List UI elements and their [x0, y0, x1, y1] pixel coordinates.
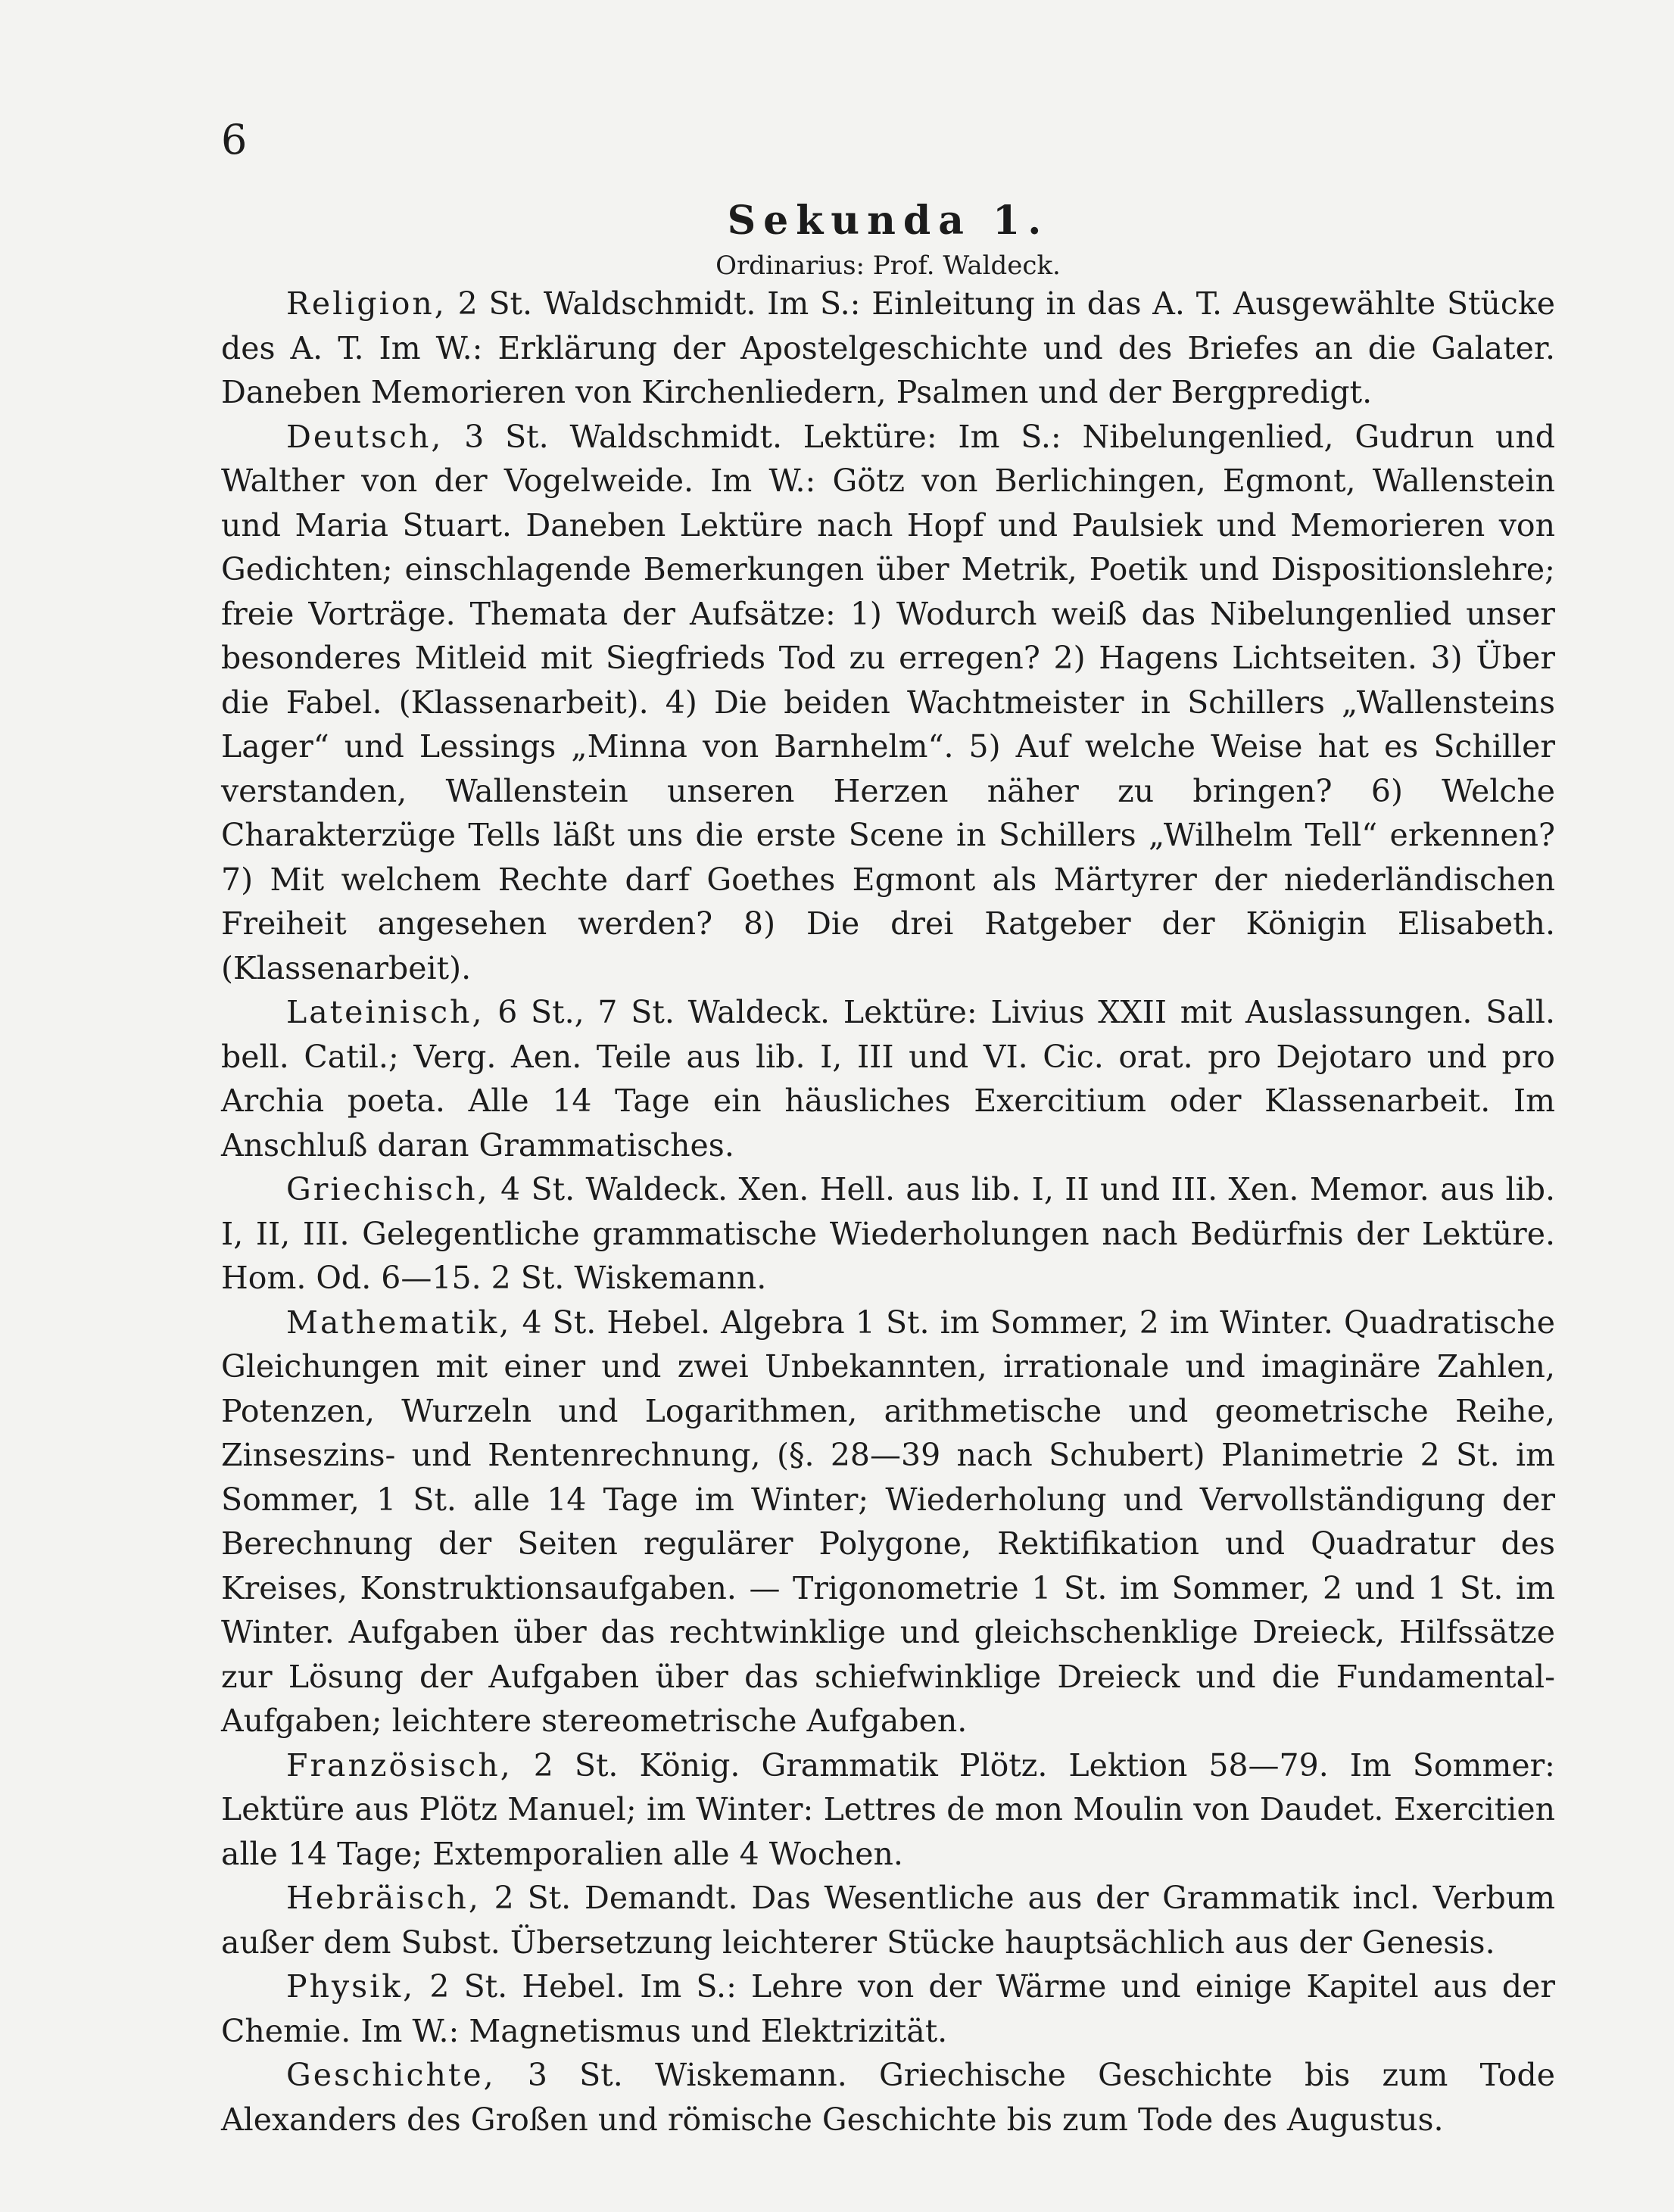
- subject-heading: Mathematik,: [286, 1304, 512, 1341]
- subject-heading: Hebräisch,: [286, 1880, 481, 1916]
- paragraph-hebraeisch: [221, 1876, 1555, 1964]
- curriculum-text: [221, 282, 1555, 2142]
- paragraph-text: 6 St., 7 St. Waldeck. Lektüre: Livius XXII mit Auslassungen. Sall. bell. Catil.; Verg. Aen. Teile aus lib. I, III und VI. Cic. orat. pro Dejotaro und pro Archia poeta. Alle 14 Tage ein häusliches Exercitium oder Klassenarbeit. Im Anschluß daran Grammatisches.: [221, 994, 1555, 1164]
- paragraph-text: 2 St. Demandt. Das Wesentliche aus der Grammatik incl. Verbum außer dem Subst. Übersetzung leichterer Stücke hauptsächlich aus der Genesis.: [221, 1880, 1555, 1961]
- paragraph-text: 2 St. König. Grammatik Plötz. Lektion 58—79. Im Sommer: Lektüre aus Plötz Manuel; im Winter: Lettres de mon Moulin von Daudet. Exercitien alle 14 Tage; Extemporalien alle 4 Wochen.: [221, 1746, 1555, 1872]
- subject-heading: Physik,: [286, 1968, 416, 2005]
- paragraph-mathematik: [221, 1301, 1555, 1743]
- section-title: Sekunda 1.: [727, 198, 1049, 244]
- paragraph-text: 4 St. Waldeck. Xen. Hell. aus lib. I, II und III. Xen. Memor. aus lib. I, II, III. Gelegentliche grammatische Wiederholungen nach Bedürfnis der Lektüre. Hom. Od. 6—15. 2 St. Wiskemann.: [221, 1171, 1555, 1296]
- paragraph-text: 3 St. Wiskemann. Griechische Geschichte bis zum Tode Alexanders des Großen und römische Geschichte bis zum Tode des Augustus.: [221, 2057, 1555, 2138]
- paragraph-religion: [221, 282, 1555, 415]
- ordinarius-line: Ordinarius: Prof. Waldeck.: [715, 250, 1061, 281]
- paragraph-text: 2 St. Hebel. Im S.: Lehre von der Wärme und einige Kapitel aus der Chemie. Im W.: Magnetismus und Elektrizität.: [221, 1968, 1555, 2049]
- subject-heading: Französisch,: [286, 1746, 513, 1784]
- subject-heading: Religion,: [286, 285, 447, 322]
- paragraph-text: 3 St. Waldschmidt. Lektüre: Im S.: Nibelungenlied, Gudrun und Walther von der Vogelweide. Im W.: Götz von Berlichingen, Egmont, Wallenstein und Maria Stuart. Daneben Lektüre nach Hopf und Paulsiek und Memorieren von Gedichten; einschlagende Bemerkungen über Metrik, Poetik und Dispositionslehre; freie Vorträge. Themata der Aufsätze: 1) Wodurch weiß das Nibelungenlied unser besonderes Mitleid mit Siegfrieds Tod zu erregen? 2) Hagens Lichtseiten. 3) Über die Fabel. (Klassenarbeit). 4) Die beiden Wachtmeister in Schillers „Wallensteins Lager“ und Lessings „Minna von Barnhelm“. 5) Auf welche Weise hat es Schiller verstanden, Wallenstein unseren Herzen näher zu bringen? 6) Welche Charakterzüge Tells läßt uns die erste Scene in Schillers „Wilhelm Tell“ erkennen? 7) Mit welchem Rechte darf Goethes Egmont als Märtyrer der niederländischen Freiheit angesehen werden? 8) Die drei Ratgeber der Königin Elisabeth. (Klassenarbeit).: [221, 418, 1555, 986]
- paragraph-lateinisch: [221, 990, 1555, 1167]
- subject-heading: Lateinisch,: [286, 994, 485, 1030]
- subject-heading: Deutsch,: [286, 418, 444, 455]
- subject-heading: Griechisch,: [286, 1171, 490, 1207]
- page-number: 6: [221, 116, 248, 164]
- paragraph-physik: [221, 1964, 1555, 2053]
- paragraph-griechisch: [221, 1167, 1555, 1301]
- paragraph-geschichte: [221, 2053, 1555, 2142]
- paragraph-text: 4 St. Hebel. Algebra 1 St. im Sommer, 2 im Winter. Quadratische Gleichungen mit einer und zwei Unbekannten, irrationale und imaginäre Zahlen, Potenzen, Wurzeln und Logarithmen, arithmetische und geometrische Reihe, Zinseszins- und Rentenrechnung, (§. 28—39 nach Schubert) Planimetrie 2 St. im Sommer, 1 St. alle 14 Tage im Winter; Wiederholung und Vervollständigung der Berechnung der Seiten regulärer Polygone, Rektifikation und Quadratur des Kreises, Konstruktionsaufgaben. — Trigonometrie 1 St. im Sommer, 2 und 1 St. im Winter. Aufgaben über das rechtwinklige und gleichschenklige Dreieck, Hilfssätze zur Lösung der Aufgaben über das schiefwinklige Dreieck und die Fundamental-Aufgaben; leichtere stereometrische Aufgaben.: [221, 1304, 1555, 1739]
- paragraph-deutsch: [221, 415, 1555, 991]
- section-header: [221, 198, 1555, 284]
- paragraph-franzoesisch: [221, 1743, 1555, 1877]
- subject-heading: Geschichte,: [286, 2057, 496, 2093]
- paragraph-text: 2 St. Waldschmidt. Im S.: Einleitung in das A. T. Ausgewählte Stücke des A. T. Im W.: Erklärung der Apostelgeschichte und des Briefes an die Galater. Daneben Memorieren von Kirchenliedern, Psalmen und der Bergpredigt.: [221, 285, 1555, 410]
